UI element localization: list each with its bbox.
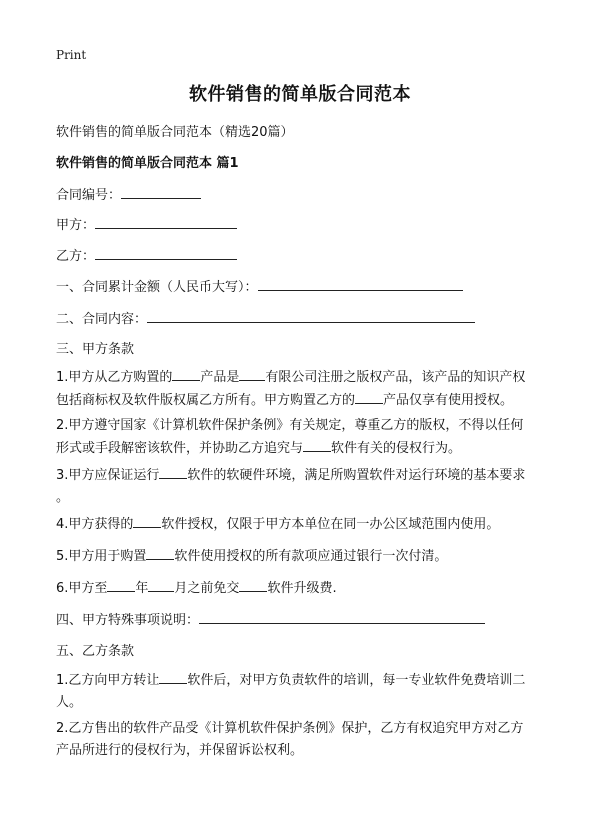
clause-a4-text-2: 软件授权，仅限于甲方本单位在同一办公区域范围内使用。 bbox=[161, 517, 500, 532]
section-heading: 软件销售的简单版合同范本 篇1 bbox=[56, 156, 239, 171]
clause-a6-text-3: 月之前免交 bbox=[174, 581, 240, 596]
clause-a1-blank-3 bbox=[355, 389, 383, 404]
clause-a2 bbox=[56, 415, 556, 460]
clause-a1-text-4: 包括商标权及软件版权属乙方所有。甲方购置乙方的 bbox=[56, 393, 356, 408]
clause-b1-text-2: 软件后，对甲方负责软件的培训，每一专业软件免费培训二 bbox=[187, 673, 526, 688]
clause-a4-text-1: 4.甲方获得的 bbox=[56, 517, 134, 532]
party-b-blank bbox=[95, 245, 237, 260]
contract-number-blank bbox=[121, 184, 201, 199]
contract-number-label: 合同编号： bbox=[56, 188, 122, 203]
item2-blank bbox=[147, 308, 475, 323]
clause-a5-text-1: 5.甲方用于购置 bbox=[56, 549, 147, 564]
item4-row bbox=[56, 609, 485, 628]
clause-a1 bbox=[56, 366, 556, 412]
item4-label: 四、甲方特殊事项说明： bbox=[56, 613, 200, 628]
clause-a3-line-2: 。 bbox=[56, 490, 70, 505]
clause-a6-text-1: 6.甲方至 bbox=[56, 581, 108, 596]
party-b-row bbox=[56, 245, 237, 264]
party-b-label: 乙方： bbox=[56, 249, 96, 264]
clause-a5 bbox=[56, 545, 556, 568]
item2-label: 二、合同内容： bbox=[56, 312, 148, 327]
item5-heading: 五、乙方条款 bbox=[56, 644, 135, 659]
item1-blank bbox=[258, 276, 463, 291]
clause-b1 bbox=[56, 669, 556, 714]
item4-blank bbox=[199, 609, 485, 624]
clause-a3-text-2: 软件的软硬件环境，满足所购置软件对运行环境的基本要求 bbox=[187, 468, 526, 483]
clause-a6-blank-2 bbox=[148, 577, 174, 592]
clause-a2-blank bbox=[303, 437, 331, 452]
party-a-blank bbox=[95, 214, 237, 229]
clause-b2-line-2: 产品所进行的侵权行为，并保留诉讼权利。 bbox=[56, 743, 304, 758]
clause-a1-text-5: 产品仅享有使用授权。 bbox=[383, 393, 514, 408]
clause-a1-blank-1 bbox=[172, 366, 200, 381]
clause-a6-text-2: 年 bbox=[135, 581, 149, 596]
contract-number-row bbox=[56, 184, 201, 203]
clause-a6-blank-3 bbox=[239, 577, 267, 592]
item1-label: 一、合同累计金额（人民币大写）： bbox=[56, 280, 258, 295]
clause-b2 bbox=[56, 718, 556, 762]
clause-a3-blank bbox=[159, 464, 187, 479]
document-title: 软件销售的简单版合同范本 bbox=[189, 84, 411, 105]
clause-a2-text-3: 软件有关的侵权行为。 bbox=[331, 441, 462, 456]
item2-row bbox=[56, 308, 475, 327]
clause-a4-blank bbox=[133, 513, 161, 528]
clause-b1-blank bbox=[159, 669, 187, 684]
party-a-row bbox=[56, 214, 237, 233]
clause-a1-text-3: 有限公司注册之版权产品，该产品的知识产权 bbox=[265, 370, 526, 385]
clause-a2-line-1: 2.甲方遵守国家《计算机软件保护条例》有关规定，尊重乙方的版权，不得以任何 bbox=[56, 418, 524, 433]
item3-heading: 三、甲方条款 bbox=[56, 342, 135, 357]
clause-b2-line-1: 2.乙方售出的软件产品受《计算机软件保护条例》保护，乙方有权追究甲方对乙方 bbox=[56, 721, 524, 736]
clause-a5-text-2: 软件使用授权的所有款项应通过银行一次付清。 bbox=[174, 549, 448, 564]
clause-a3-text-1: 3.甲方应保证运行 bbox=[56, 468, 160, 483]
clause-a1-blank-2 bbox=[239, 366, 265, 381]
item1-row bbox=[56, 276, 463, 295]
clause-a1-text-2: 产品是 bbox=[200, 370, 240, 385]
clause-a2-text-2: 形式或手段解密该软件，并协助乙方追究与 bbox=[56, 441, 304, 456]
clause-b1-text-1: 1.乙方向甲方转让 bbox=[56, 673, 160, 688]
clause-a6 bbox=[56, 577, 556, 600]
party-a-label: 甲方： bbox=[56, 218, 96, 233]
clause-a1-text-1: 1.甲方从乙方购置的 bbox=[56, 370, 173, 385]
print-label[interactable]: Print bbox=[56, 48, 87, 62]
clause-a4 bbox=[56, 513, 556, 536]
clause-a5-blank bbox=[146, 545, 174, 560]
clause-a6-blank-1 bbox=[107, 577, 135, 592]
clause-a6-text-4: 软件升级费. bbox=[267, 581, 337, 596]
clause-b1-line-2: 人。 bbox=[56, 695, 83, 710]
clause-a3 bbox=[56, 464, 556, 509]
document-subtitle: 软件销售的简单版合同范本（精选20篇） bbox=[56, 125, 294, 140]
